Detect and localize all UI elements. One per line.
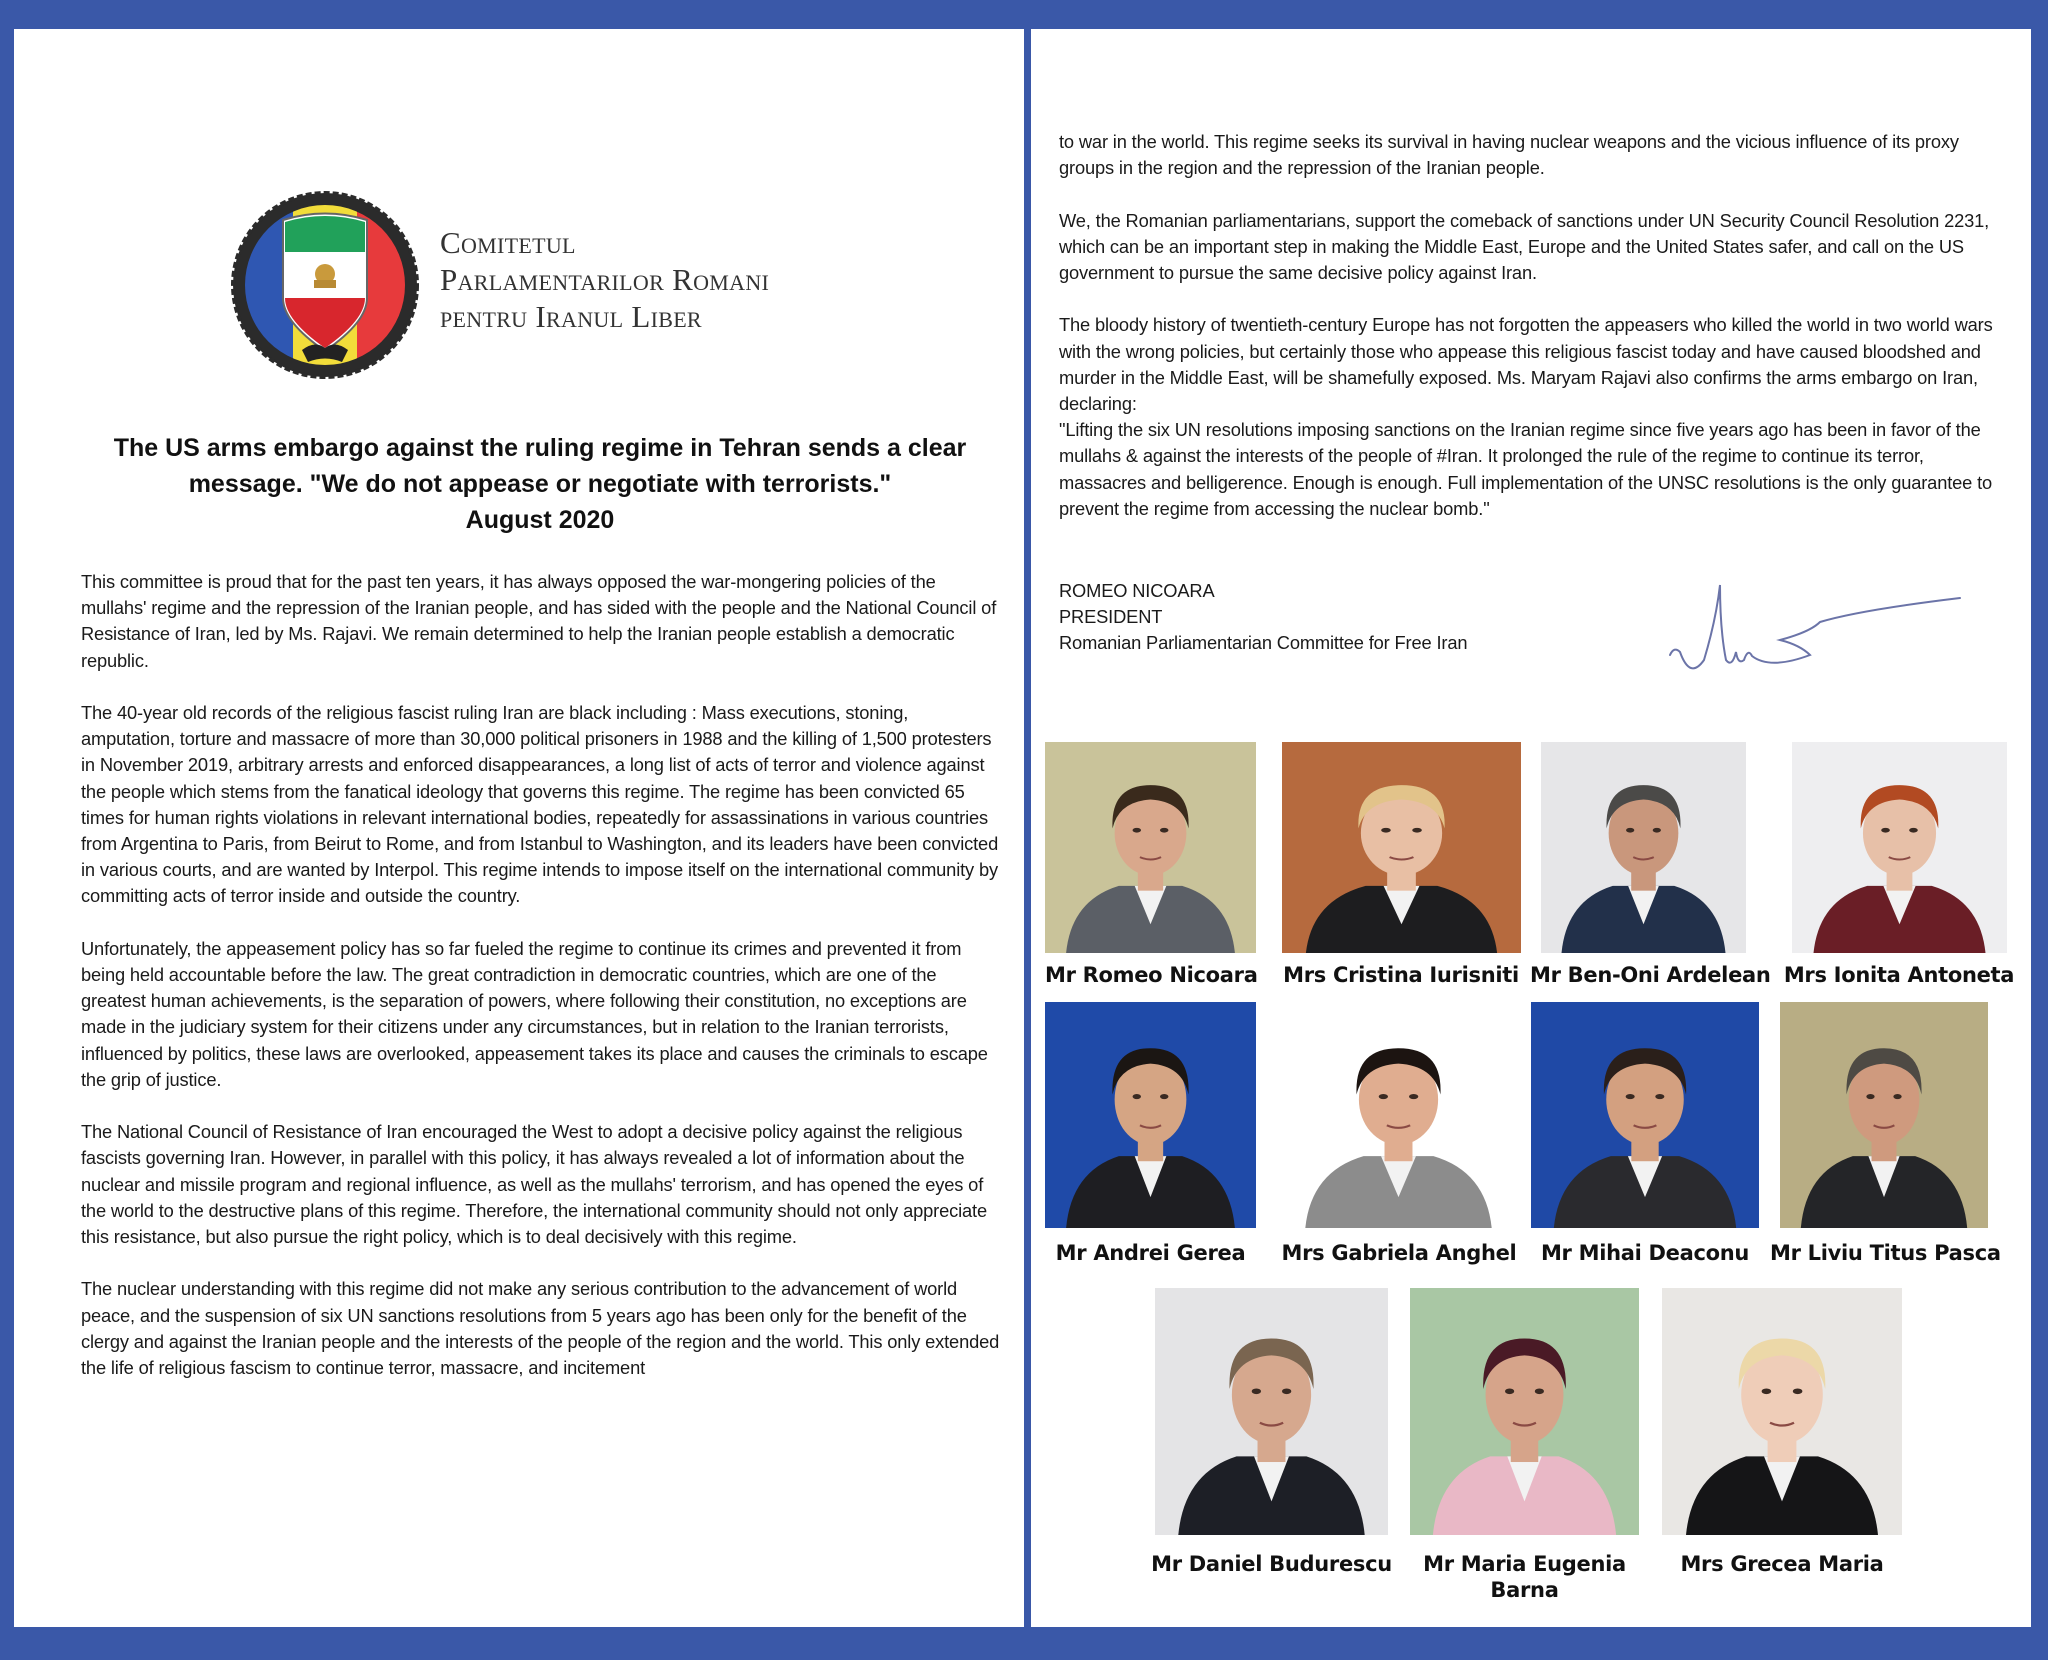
signature-block	[1059, 578, 1467, 657]
paragraph: The nuclear understanding with this regime did not make any serious contribution to the advancement of world peace, and the suspension of six UN sanctions resolutions from 5 years ago has been only for the benefit of the clergy and against the Iranian people and the interests of the people of the region and the world. This only extended the life of religious fascism to continue terror, massacre, and incitement	[81, 1278, 1000, 1379]
handwritten-signature-icon	[1660, 560, 1980, 680]
member-photo	[1282, 742, 1521, 953]
member-name-label	[1145, 1551, 1398, 1577]
member-name-label	[1045, 1240, 1256, 1266]
member-photo	[1531, 1002, 1759, 1228]
member-name-label	[1530, 962, 1771, 988]
logo-line-1: Comitetul	[440, 225, 576, 260]
paragraph: The bloody history of twentieth-century Europe has not forgotten the appeasers who killed the world in two world wars with the wrong policies, but certainly those who appease this religious fascist today and have caused bloodshed and murder in the Middle East, will be shamefully exposed. Ms. Maryam Rajavi also confirms the arms embargo on Iran, declaring:	[1059, 314, 1993, 414]
member-photo	[1282, 1002, 1515, 1228]
member-name: Mrs Cristina Iurisniti	[1283, 963, 1519, 987]
member-name: Mr Daniel Budurescu	[1151, 1552, 1392, 1576]
member-name: Mr Romeo Nicoara	[1045, 963, 1258, 987]
member-photo	[1045, 742, 1256, 953]
paragraph: We, the Romanian parliamentarians, support the comeback of sanctions under UN Security Council Resolution 2231, which can be an important step in making the Middle East, Europe and the United States safer, and call on the US government to pursue the same decisive policy against Iran.	[1059, 209, 1990, 283]
quote-paragraph: "Lifting the six UN resolutions imposing sanctions on the Iranian regime since five years ago has been in favor of the mullahs & against the interests of the people of #Iran. It prolonged the rule of the regime to continue its terror, massacres and belligerence. Enough is enough. Full implementation of the UNSC resolutions is the only guarantee to prevent the regime from accessing the nuclear bomb."	[1059, 419, 1993, 519]
letter-body-left	[81, 569, 1001, 1407]
member-photo	[1155, 1288, 1388, 1535]
member-name: Mr Andrei Gerea	[1055, 1241, 1246, 1265]
member-name: Mrs Grecea Maria	[1680, 1552, 1884, 1576]
member-name: Mr Maria Eugenia	[1423, 1552, 1626, 1576]
page-divider	[1025, 29, 1029, 1627]
member-name-label	[1768, 962, 2030, 988]
headline-date: August 2020	[465, 506, 615, 534]
paragraph: to war in the world. This regime seeks its survival in having nuclear weapons and the vicious influence of its proxy groups in the region and the repression of the Iranian people.	[1059, 131, 1959, 179]
member-photo	[1541, 742, 1746, 953]
paragraph: Unfortunately, the appeasement policy has so far fueled the regime to continue its crimes and prevented it from being held accountable before the law. The great contradiction in democratic countries, which are one of the greatest human achievements, is the separation of powers, where following their constitution, no exceptions are made in the judiciary system for their citizens under any circumstances, but in relation to the Iranian terrorists, influenced by politics, these laws are overlooked, appeasement takes its place and causes the criminals to escape the grip of justice.	[81, 937, 988, 1090]
letter-body-right	[1059, 129, 1999, 548]
member-name: Mr Liviu Titus Pasca	[1770, 1241, 2001, 1265]
member-photo	[1045, 1002, 1256, 1228]
paragraph: This committee is proud that for the past ten years, it has always opposed the war-mongering policies of the mullahs' regime and the repression of the Iranian people, and has sided with the people and the National Council of Resistance of Iran, led by Ms. Rajavi. We remain determined to help the Iranian people establish a democratic republic.	[81, 571, 997, 671]
member-name-label	[1045, 962, 1256, 988]
headline-line-1: The US arms embargo against the ruling regime in Tehran sends a clear	[113, 434, 967, 462]
member-name: Mrs Ionita Antoneta	[1783, 963, 2015, 987]
member-name: Mr Mihai Deaconu	[1540, 1241, 1750, 1265]
paragraph: The National Council of Resistance of Iran encouraged the West to adopt a decisive policy against the religious fascists governing Iran. However, in parallel with this policy, it has always revealed a lot of information about the nuclear and missile program and regional influence, as well as the mullahs' terrorism, and has opened the eyes of the world to the destructive plans of this regime. Therefore, the international community should not only appreciate this resistance, but also pursue the right policy, which is to deal decisively with this regime.	[81, 1121, 987, 1248]
member-name-label	[1270, 962, 1532, 988]
committee-emblem-icon	[230, 190, 420, 380]
signer-name: ROMEO NICOARA	[1059, 580, 1215, 601]
member-name: Mr Ben-Oni Ardelean	[1530, 963, 1771, 987]
member-name: Mrs Gabriela Anghel	[1281, 1241, 1517, 1265]
member-photo	[1410, 1288, 1639, 1535]
member-photo	[1780, 1002, 1988, 1228]
page-title	[80, 430, 1000, 538]
member-photo	[1662, 1288, 1902, 1535]
member-name-label	[1531, 1240, 1759, 1266]
member-name-label	[1275, 1240, 1523, 1266]
signer-organization: Romanian Parliamentarian Committee for Free Iran	[1059, 632, 1468, 654]
paragraph: The 40-year old records of the religious fascist ruling Iran are black including : Mass executions, stoning, amputation, torture and massacre of more than 30,000 political prisoners in 1988 and the killing of 1,500 protesters in November 2019, arbitrary arrests and enforced disappearances, a long list of acts of terror and violence against the people which stems from the fanatical ideology that governs this regime. The regime has been convicted 65 times for human rights violations in relevant international bodies, repeatedly for assassinations in various countries from Argentina to Paris, from Beirut to Rome, and from Istanbul to Washington, and its leaders have been convicted in various courts, and are wanted by Interpol. This regime intends to impose itself on the international community by committing acts of terror inside and outside the country.	[81, 702, 999, 907]
member-name-label	[1770, 1240, 2001, 1266]
committee-name	[440, 224, 769, 335]
logo-line-3: pentru Iranul Liber	[440, 299, 702, 334]
headline-line-2: message. "We do not appease or negotiate with terrorists."	[188, 470, 892, 498]
member-name-label	[1662, 1551, 1902, 1577]
member-name-label	[1410, 1551, 1639, 1603]
logo-line-2: Parlamentarilor Romani	[440, 262, 770, 297]
member-photo	[1792, 742, 2007, 953]
member-name-line-2: Barna	[1490, 1578, 1559, 1602]
signer-title: PRESIDENT	[1059, 606, 1163, 628]
